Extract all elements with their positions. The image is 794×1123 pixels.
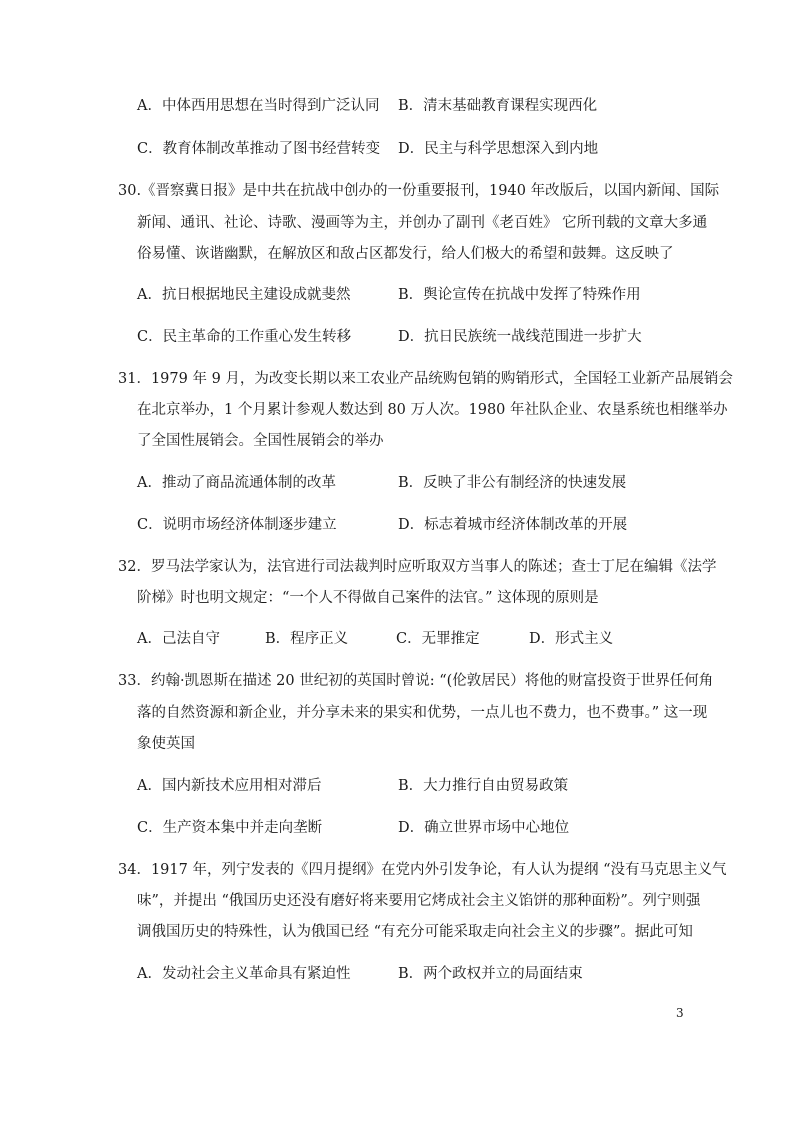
q31-stem-line-2: 在北京举办，1 个月累计参观人数达到 80 万人次。1980 年社队企业、农垦系统也相继举办 bbox=[137, 402, 728, 418]
q34-option-a: A．发动社会主义革命具有紧迫性 bbox=[137, 966, 351, 982]
q31-stem-line-3: 了全国性展销会。全国性展销会的举办 bbox=[137, 433, 384, 449]
q32-option-a: A．己法自守 bbox=[137, 631, 220, 647]
q33-option-d: D．确立世界市场中心地位 bbox=[398, 820, 570, 836]
q30-option-a: A．抗日根据地民主建设成就斐然 bbox=[137, 287, 351, 303]
q30-option-c: C．民主革命的工作重心发生转移 bbox=[137, 329, 352, 345]
q31-option-d: D．标志着城市经济体制改革的开展 bbox=[398, 517, 628, 533]
page-number: 3 bbox=[676, 1006, 684, 1020]
q33-option-b: B．大力推行自由贸易政策 bbox=[398, 778, 569, 794]
q32-option-c: C．无罪推定 bbox=[396, 631, 480, 647]
q31-option-c: C．说明市场经济体制逐步建立 bbox=[137, 517, 337, 533]
q34-stem-line-2: 味”，并提出 “俄国历史还没有磨好将来要用它烤成社会主义馅饼的那种面粉”。列宁则强 bbox=[137, 893, 701, 909]
q32-option-d: D．形式主义 bbox=[529, 631, 614, 647]
q33-stem-line-2: 落的自然资源和新企业，并分享未来的果实和优势，一点儿也不费力，也不费事。” 这一现 bbox=[137, 705, 708, 721]
q31-stem-line-1: 31．1979 年 9 月，为改变长期以来工农业产品统购包销的购销形式，全国轻工业新产品展销会 bbox=[118, 371, 733, 387]
q34-option-b: B．两个政权并立的局面结束 bbox=[398, 966, 583, 982]
q30-option-d: D．抗日民族统一战线范围进一步扩大 bbox=[398, 329, 642, 345]
q33-stem-line-1: 33．约翰·凯恩斯在描述 20 世纪初的英国时曾说: “(伦敦居民）将他的财富投资于世界任何角 bbox=[118, 673, 714, 689]
q32-option-b: B．程序正义 bbox=[265, 631, 349, 647]
q29-option-a: A．中体西用思想在当时得到广泛认同 bbox=[137, 98, 380, 114]
q31-option-a: A．推动了商品流通体制的改革 bbox=[137, 475, 336, 491]
q29-option-b: B．清末基础教育课程实现西化 bbox=[398, 98, 598, 114]
q30-option-b: B．舆论宣传在抗战中发挥了特殊作用 bbox=[398, 287, 641, 303]
q34-stem-line-1: 34．1917 年，列宁发表的《四月提纲》在党内外引发争论，有人认为提纲 “没有马克思主义气 bbox=[118, 862, 727, 878]
q30-stem-line-3: 俗易懂、诙谐幽默，在解放区和敌占区都发行，给人们极大的希望和鼓舞。这反映了 bbox=[137, 246, 674, 262]
q30-stem-line-1: 30.《晋察冀日报》是中共在抗战中创办的一份重要报刊，1940 年改版后，以国内新闻、国际 bbox=[118, 183, 720, 199]
q33-option-c: C．生产资本集中并走向垄断 bbox=[137, 820, 323, 836]
q29-option-d: D．民主与科学思想深入到内地 bbox=[398, 141, 599, 157]
q31-option-b: B．反映了非公有制经济的快速发展 bbox=[398, 475, 627, 491]
q33-stem-line-3: 象使英国 bbox=[137, 736, 195, 752]
q34-stem-line-3: 调俄国历史的特殊性，认为俄国已经 “有充分可能采取走向社会主义的步骤”。据此可知 bbox=[137, 924, 693, 940]
q32-stem-line-1: 32．罗马法学家认为，法官进行司法裁判时应听取双方当事人的陈述；查士丁尼在编辑《法学 bbox=[118, 559, 717, 575]
q30-stem-line-2: 新闻、通讯、社论、诗歌、漫画等为主，并创办了副刊《老百姓》 它所刊载的文章大多通 bbox=[137, 215, 708, 231]
q33-option-a: A．国内新技术应用相对滞后 bbox=[137, 778, 322, 794]
q32-stem-line-2: 阶梯》时也明文规定：“一个人不得做自己案件的法官。” 这体现的原则是 bbox=[137, 590, 599, 606]
q29-option-c: C．教育体制改革推动了图书经营转变 bbox=[137, 141, 381, 157]
